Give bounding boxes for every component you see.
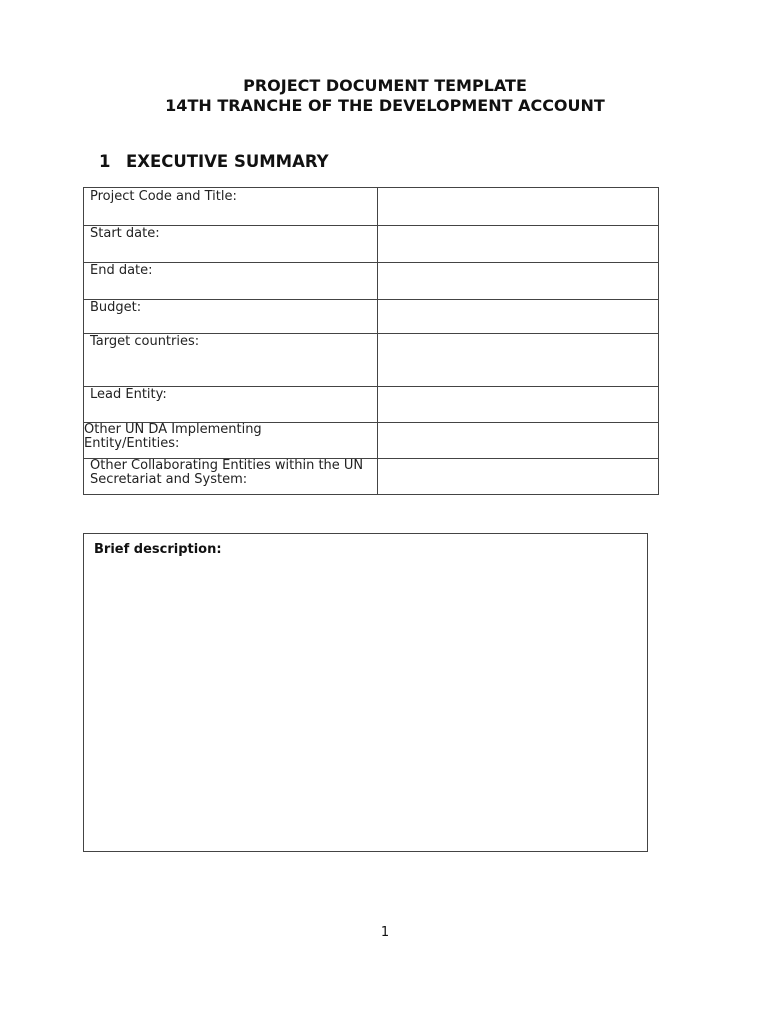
brief-description-box[interactable] — [83, 533, 648, 852]
executive-summary-table — [83, 187, 659, 495]
row-label: Target countries: — [84, 334, 378, 387]
lead-entity-value[interactable] — [378, 387, 659, 423]
table-row — [84, 423, 659, 459]
section-number: 1 — [99, 152, 111, 171]
section-heading — [99, 152, 329, 172]
budget-value[interactable] — [378, 300, 659, 334]
table-row — [84, 300, 659, 334]
row-label: End date: — [84, 263, 378, 300]
row-label: Project Code and Title: — [84, 188, 378, 226]
document-subtitle: 14TH TRANCHE OF THE DEVELOPMENT ACCOUNT — [165, 96, 605, 115]
row-label: Start date: — [84, 226, 378, 263]
document-title: PROJECT DOCUMENT TEMPLATE — [243, 76, 527, 95]
row-label: Budget: — [84, 300, 378, 334]
table-row — [84, 459, 659, 495]
row-label: Lead Entity: — [84, 387, 378, 423]
table-row — [84, 387, 659, 423]
page-number: 1 — [380, 925, 390, 940]
table-row — [84, 334, 659, 387]
table-row — [84, 263, 659, 300]
row-label: Other Collaborating Entities within the UN Secretariat and System: — [84, 459, 378, 495]
other-implementing-entities-value[interactable] — [378, 423, 659, 459]
end-date-value[interactable] — [378, 263, 659, 300]
table-row — [84, 188, 659, 226]
other-collaborating-entities-value[interactable] — [378, 459, 659, 495]
target-countries-value[interactable] — [378, 334, 659, 387]
project-code-title-value[interactable] — [378, 188, 659, 226]
section-title: EXECUTIVE SUMMARY — [126, 152, 329, 171]
table-row — [84, 226, 659, 263]
row-label: Other UN DA Implementing Entity/Entities: — [84, 423, 378, 459]
start-date-value[interactable] — [378, 226, 659, 263]
brief-description-label: Brief description: — [94, 542, 222, 557]
